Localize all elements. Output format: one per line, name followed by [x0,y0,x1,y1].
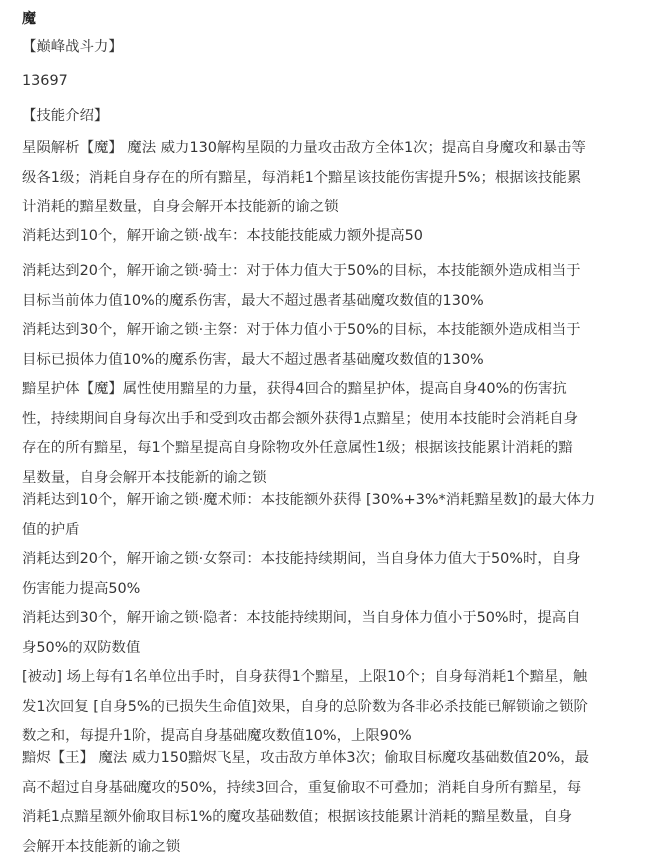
skill-2-lock-10 [22,486,646,545]
passive-description [22,663,646,752]
text-line: 发1次回复 [自身5%的已损失生命值]效果，自身的总阶数为各非必杀技能已解锁谕之锁阶 [22,693,646,723]
text-line: [被动] 场上每有1名单位出手时，自身获得1个黯星，上限10个；自身每消耗1个黯星，触 [22,663,646,693]
skill-1-lock-10 [22,222,646,252]
skill-2-lock-20 [22,545,646,604]
text-line: 消耗达到20个，解开谕之锁·女祭司：本技能持续期间，当自身体力值大于50%时，自身 [22,545,646,575]
peak-power-heading: 【巅峰战斗力】 [22,37,123,57]
text-line: 目标已损体力值10%的魔系伤害，最大不超过愚者基础魔攻数值的130% [22,346,646,376]
skill-2-lock-30 [22,604,646,663]
text-line: 目标当前体力值10%的魔系伤害，最大不超过愚者基础魔攻数值的130% [22,287,646,317]
peak-power-value: 13697 [22,71,68,91]
text-line: 高不超过自身基础魔攻的50%，持续3回合，重复偷取不可叠加；消耗自身所有黯星，每 [22,774,646,804]
text-line: 消耗达到30个，解开谕之锁·主祭：对于体力值小于50%的目标，本技能额外造成相当于 [22,316,646,346]
skills-heading: 【技能介绍】 [22,106,108,126]
skill-1-lock-30 [22,316,646,375]
text-line: 消耗达到10个，解开谕之锁·魔术师：本技能额外获得 [30%+3%*消耗黯星数]的最大体力 [22,486,646,516]
text-line: 黯烬【王】 魔法 威力150黯烬飞星，攻击敌方单体3次；偷取目标魔攻基础数值20%，最 [22,744,646,774]
page-title: 魔 [22,9,36,29]
skill-1-lock-20 [22,257,646,316]
text-line: 计消耗的黯星数量，自身会解开本技能新的谕之锁 [22,193,646,223]
skill-3-description [22,744,646,862]
text-line: 星陨解析【魔】 魔法 威力130解构星陨的力量攻击敌方全体1次；提高自身魔攻和暴击等 [22,134,646,164]
skill-1-description [22,134,646,223]
text-line: 值的护盾 [22,516,646,546]
skill-2-description [22,375,646,493]
text-line: 星数量，自身会解开本技能新的谕之锁 [22,464,646,494]
text-line: 消耗达到10个，解开谕之锁·战车：本技能技能威力额外提高50 [22,222,646,252]
text-line: 数之和，每提升1阶，提高自身基础魔攻数值10%，上限90% [22,722,646,752]
text-line: 身50%的双防数值 [22,634,646,664]
text-line: 黯星护体【魔】属性使用黯星的力量，获得4回合的黯星护体，提高自身40%的伤害抗 [22,375,646,405]
text-line: 会解开本技能新的谕之锁 [22,833,646,862]
text-line: 消耗达到30个，解开谕之锁·隐者：本技能持续期间，当自身体力值小于50%时，提高自 [22,604,646,634]
text-line: 伤害能力提高50% [22,575,646,605]
text-line: 级各1级；消耗自身存在的所有黯星，每消耗1个黯星该技能伤害提升5%；根据该技能累 [22,164,646,194]
text-line: 性，持续期间自身每次出手和受到攻击都会额外获得1点黯星；使用本技能时会消耗自身 [22,405,646,435]
text-line: 消耗达到20个，解开谕之锁·骑士：对于体力值大于50%的目标，本技能额外造成相当于 [22,257,646,287]
text-line: 存在的所有黯星，每1个黯星提高自身除物攻外任意属性1级；根据该技能累计消耗的黯 [22,434,646,464]
text-line: 消耗1点黯星额外偷取目标1%的魔攻基础数值；根据该技能累计消耗的黯星数量，自身 [22,803,646,833]
